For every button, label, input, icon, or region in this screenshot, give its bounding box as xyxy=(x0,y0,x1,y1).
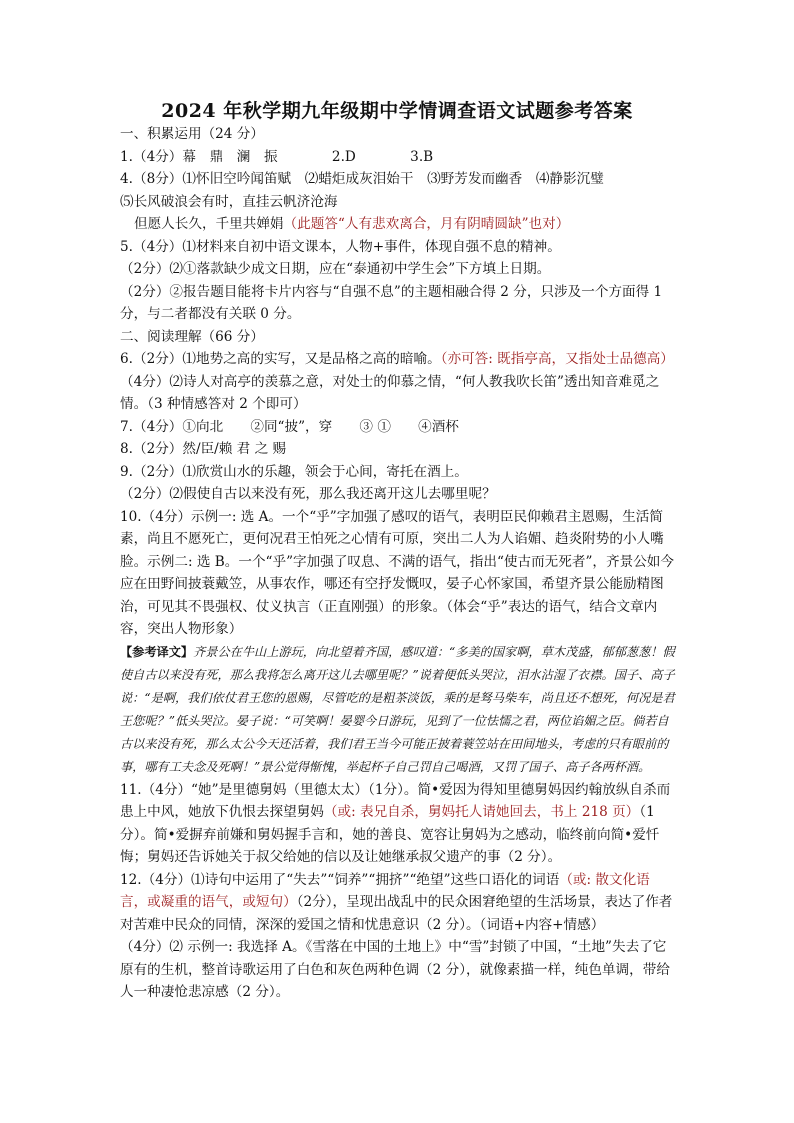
answer-q12-part2: （4分）⑵ 示例一: 我选择 A。《雪落在中国的土地上》中“雪”封锁了中国，“土地”失去了它原有的生机，整首诗歌运用了白色和灰色两种色调（2 分），就像素描一样，纯色单调，带给人一种凄怆悲凉感（2 分）。 xyxy=(120,939,670,1000)
answer-q12-text-a: 12.（4分）⑴诗句中运用了“失去”“饲养”“拥挤”“绝望”这些口语化的词语 xyxy=(120,871,560,888)
answer-q12-note: （或: 散文化语言，或凝重的语气，或短句） xyxy=(120,871,650,910)
answer-q5-part3: （2分）②报告题目能将卡片内容与“自强不息”的主题相融合得 2 分，只涉及一个方面得 1 分，与二者都没有关联 0 分。 xyxy=(120,283,663,322)
answer-q9-part1: 9.（2分）⑴欣赏山水的乐趣，领会于心间，寄托在酒上。 xyxy=(120,463,468,480)
answer-q4-text: 但愿人长久，千里共婵娟 xyxy=(134,216,284,232)
answer-q6-text: 6.（2分）⑴地势之高的实写，又是品格之高的暗喻。 xyxy=(120,351,441,367)
answer-q6-note: （亦可答: 既指亭高，又指处士品德高） xyxy=(440,351,674,367)
answer-q5-part2: （2分）⑵①落款缺少成文日期，应在“泰通初中学生会”下方填上日期。 xyxy=(120,261,551,277)
answer-q11-text-a: 11.（4分）“她”是里德舅妈（里德太太）（1分）。简•爱因为得知里德舅妈因约翰放纵自杀而患上中风，她放下仇恨去探望舅妈 xyxy=(120,781,671,820)
answer-q4-note: （此题答“人有悲欢离合，月有阴晴圆缺”也对） xyxy=(283,216,570,232)
answer-q5-part1: 5.（4分）⑴材料来自初中语文课本，人物+事件，体现自强不息的精神。 xyxy=(120,238,561,255)
answer-q6-part1 xyxy=(120,348,676,371)
answer-q4-line2: ⑸长风破浪会有时，直挂云帆济沧海 xyxy=(120,193,338,210)
answer-q11-note: （或: 表兄自杀，舅妈托人请她回去，书上 218 页） xyxy=(323,804,640,820)
answer-q12-text-b: （2分），呈现出战乱中的民众困窘绝望的生活场景，表达了作者对苦难中民众的同情，深深的爱国之情和忧患意识（2 分）。（词语+内容+情感） xyxy=(120,894,673,933)
answer-q8: 8.（2分）然/臣/赖 君 之 赐 xyxy=(120,441,287,457)
answer-q11-text-b: （1分）。简•爱摒弃前嫌和舅妈握手言和，她的善良、宽容让舅妈为之感动，临终前向简•爱忏悔；舅妈还告诉她关于叔父给她的信以及让她继承叔父遗产的事（2 分）。 xyxy=(120,804,660,865)
section-heading-reading: 二、阅读理解（66 分） xyxy=(120,328,264,345)
answer-q1-3: 1.（4分）幕 鼎 澜 振 2.D 3.B xyxy=(120,148,434,165)
answer-q4-line3 xyxy=(120,213,676,236)
answer-q7: 7.（4分）①向北 ②同“披”，穿 ③ ① ④酒杯 xyxy=(120,418,459,435)
section-heading-accumulation: 一、积累运用（24 分） xyxy=(120,126,264,142)
answer-q4-line1: 4.（8分）⑴怀旧空吟闻笛赋 ⑵蜡炬成灰泪始干 ⑶野芳发而幽香 ⑷静影沉璧 xyxy=(120,171,604,187)
answer-q10: 10.（4分）示例一: 选 A。一个“乎”字加强了感叹的语气，表明臣民仰赖君主恩赐，生活简素，尚且不愿死亡，更何况君王怕死之心情有可原，突出二人为人谄媚、趋炎附势的小人嘴脸。示例二: 选 B。一个“乎”字加强了叹息、不满的语气，指出“使古而无死者”，齐景公如今应在田野间披蓑戴笠，从事农作，哪还有空抒发慨叹，晏子心怀家国，希望齐景公能励精图治，可见其不畏强权、仗义执言（正直刚强）的形象。（体会“乎”表达的语气，结合文章内容，突出人物形象） xyxy=(120,508,674,637)
answer-content xyxy=(120,123,676,1004)
answer-q6-part2: （4分）⑵诗人对高亭的羡慕之意，对处士的仰慕之情，“何人教我吹长笛”透出知音难觅之情。（3 种情感答对 2 个即可） xyxy=(120,373,660,412)
answer-q11 xyxy=(120,779,676,869)
reference-translation xyxy=(120,641,676,779)
answer-q12-part1 xyxy=(120,869,676,937)
answer-q9-part2: （2分）⑵假使自古以来没有死，那么我还离开这儿去哪里呢？ xyxy=(120,486,496,502)
page-title: 2024 年秋学期九年级期中学情调查语文试题参考答案 xyxy=(161,100,633,122)
translation-label: 【参考译文】 xyxy=(120,644,194,659)
translation-text: 齐景公在牛山上游玩，向北望着齐国，感叹道：“多美的国家啊，草木茂盛，郁郁葱葱！假使自古以来没有死，那么我将怎么离开这儿去哪里呢？”说着便低头哭泣，泪水沾湿了衣襟。国子、高子说：“是啊，我们依仗君王您的恩赐，尽管吃的是粗茶淡饭，乘的是驽马柴车，尚且还不想死，何况是君王您呢？”低头哭泣。晏子说：“可笑啊！晏婴今日游玩，见到了一位怯懦之君，两位谄媚之臣。倘若自古以来没有死，那么太公今天还活着，我们君王当今可能正披着蓑笠站在田间地头，考虑的只有眼前的事，哪有工夫念及死啊！”景公觉得惭愧，举起杯子自己罚自己喝酒，又罚了国子、高子各两杯酒。 xyxy=(120,644,675,774)
